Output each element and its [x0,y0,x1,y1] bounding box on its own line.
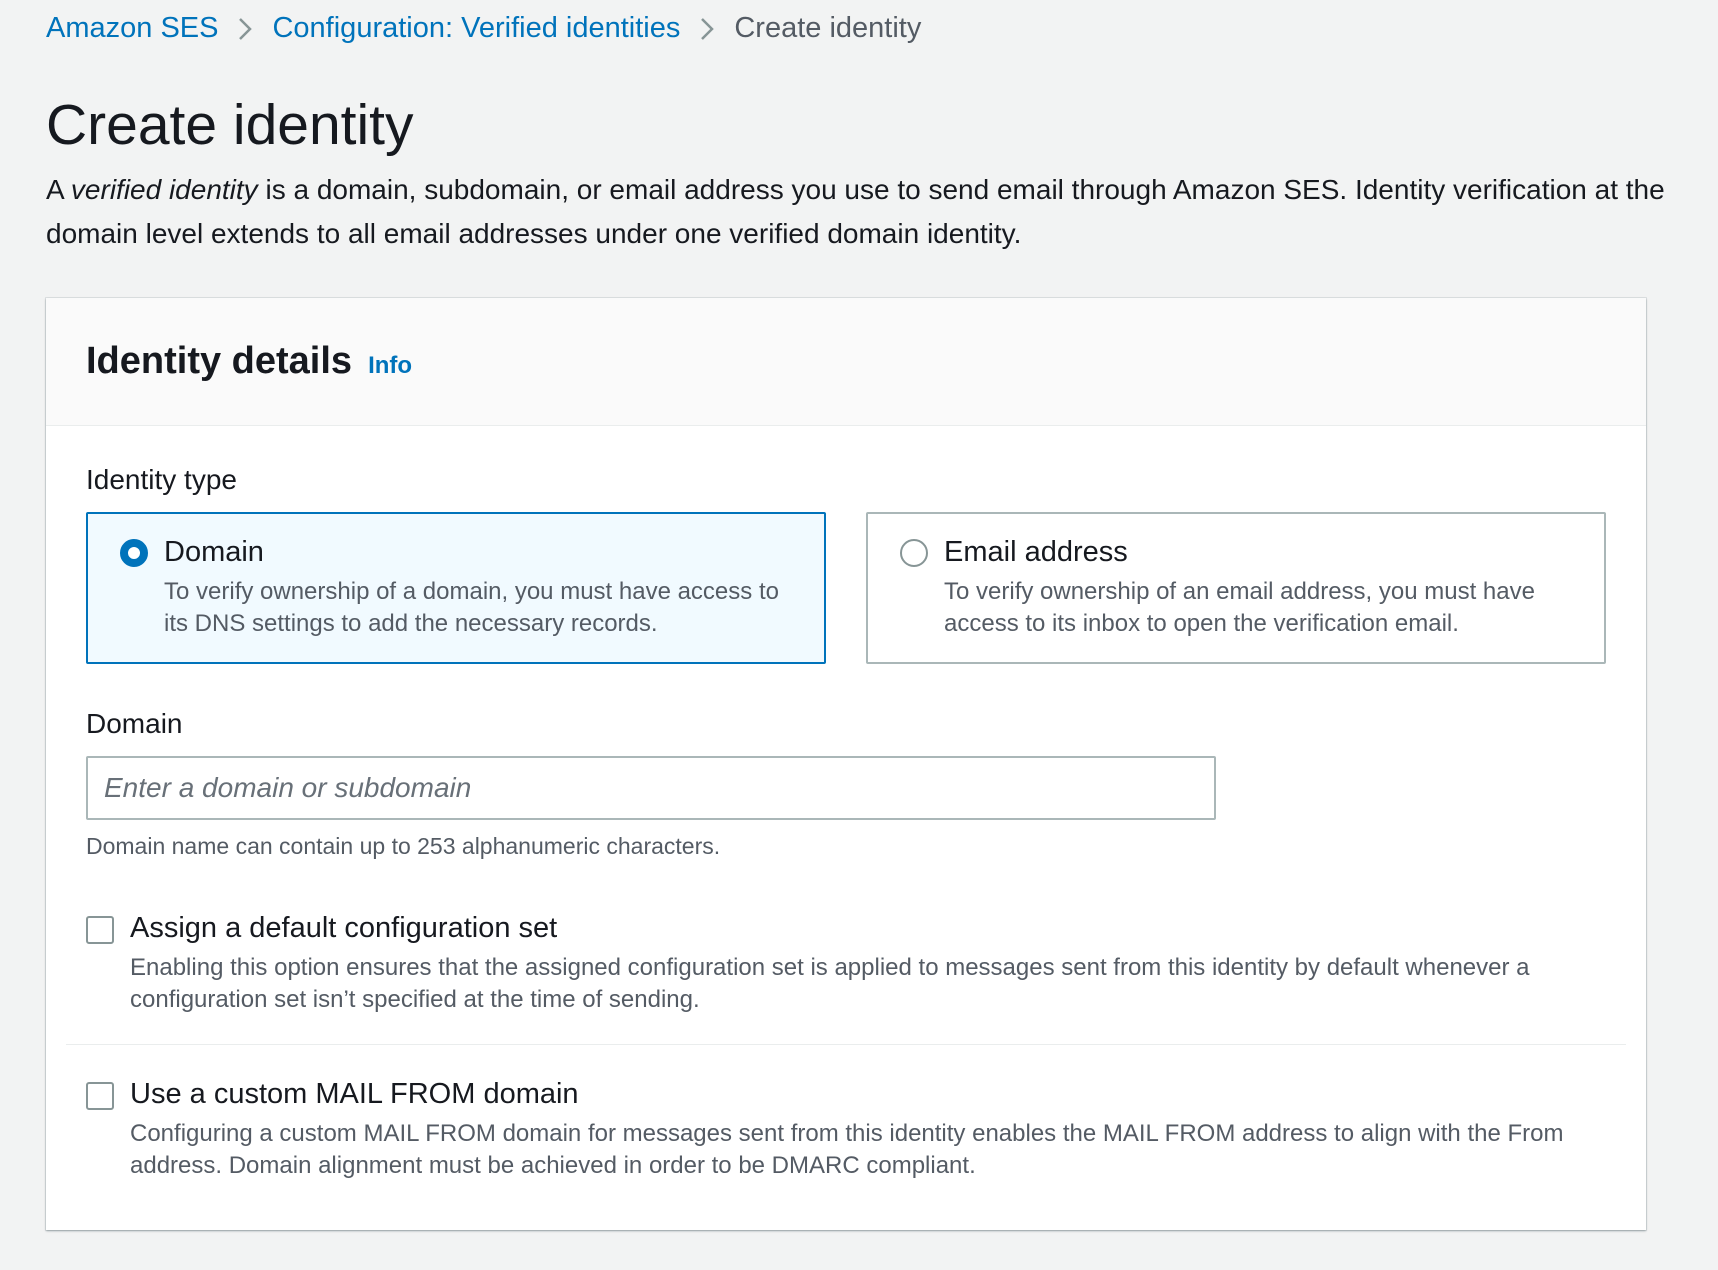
identity-details-panel [46,298,1646,1230]
divider [66,1044,1626,1045]
description-prefix: A [46,174,71,205]
domain-radio[interactable] [120,539,148,567]
description-rest: is a domain, subdomain, or email address you use to send email through Amazon SES. Identity verification at the domain level extends to all email addresses under one verified domain identity. [46,174,1665,249]
domain-option-description: To verify ownership of a domain, you must have access to its DNS settings to add the necessary records. [164,578,779,637]
chevron-right-icon [218,12,272,44]
info-link[interactable]: Info [368,352,413,379]
description-emphasis: verified identity [70,174,258,205]
identity-type-email-tile[interactable] [866,512,1606,664]
default-config-set-description: Enabling this option ensures that the assigned configuration set is applied to messages sent from this identity by default whenever a configuration set isn’t specified at the time of sending. [130,954,1530,1013]
breadcrumb [46,8,921,48]
page-description [46,168,1686,256]
chevron-right-icon [680,12,734,44]
default-config-set-checkbox[interactable] [86,916,114,944]
custom-mail-from-label[interactable]: Use a custom MAIL FROM domain [130,1078,579,1110]
panel-title-text: Identity details [86,340,353,382]
identity-type-label: Identity type [86,464,237,495]
custom-mail-from-description: Configuring a custom MAIL FROM domain for messages sent from this identity enables the MAIL FROM address to align with the From address. Domain alignment must be achieved in order to be DMARC compliant. [130,1120,1564,1179]
domain-constraint-text: Domain name can contain up to 253 alphanumeric characters. [86,833,721,859]
custom-mail-from-checkbox[interactable] [86,1082,114,1110]
breadcrumb-create-identity: Create identity [734,11,922,44]
domain-field-label: Domain [86,708,183,739]
default-config-set-label[interactable]: Assign a default configuration set [130,912,558,944]
identity-type-domain-tile[interactable] [86,512,826,664]
domain-option-title: Domain [164,536,264,568]
breadcrumb-amazon-ses[interactable]: Amazon SES [46,11,219,44]
panel-title [86,338,412,389]
panel-header [46,298,1646,426]
email-radio[interactable] [900,539,928,567]
domain-input[interactable] [86,756,1216,820]
email-option-description: To verify ownership of an email address, you must have access to its inbox to open the verification email. [944,578,1535,637]
page-title: Create identity [46,93,414,157]
email-option-title: Email address [944,536,1128,568]
breadcrumb-verified-identities[interactable]: Configuration: Verified identities [272,11,681,44]
